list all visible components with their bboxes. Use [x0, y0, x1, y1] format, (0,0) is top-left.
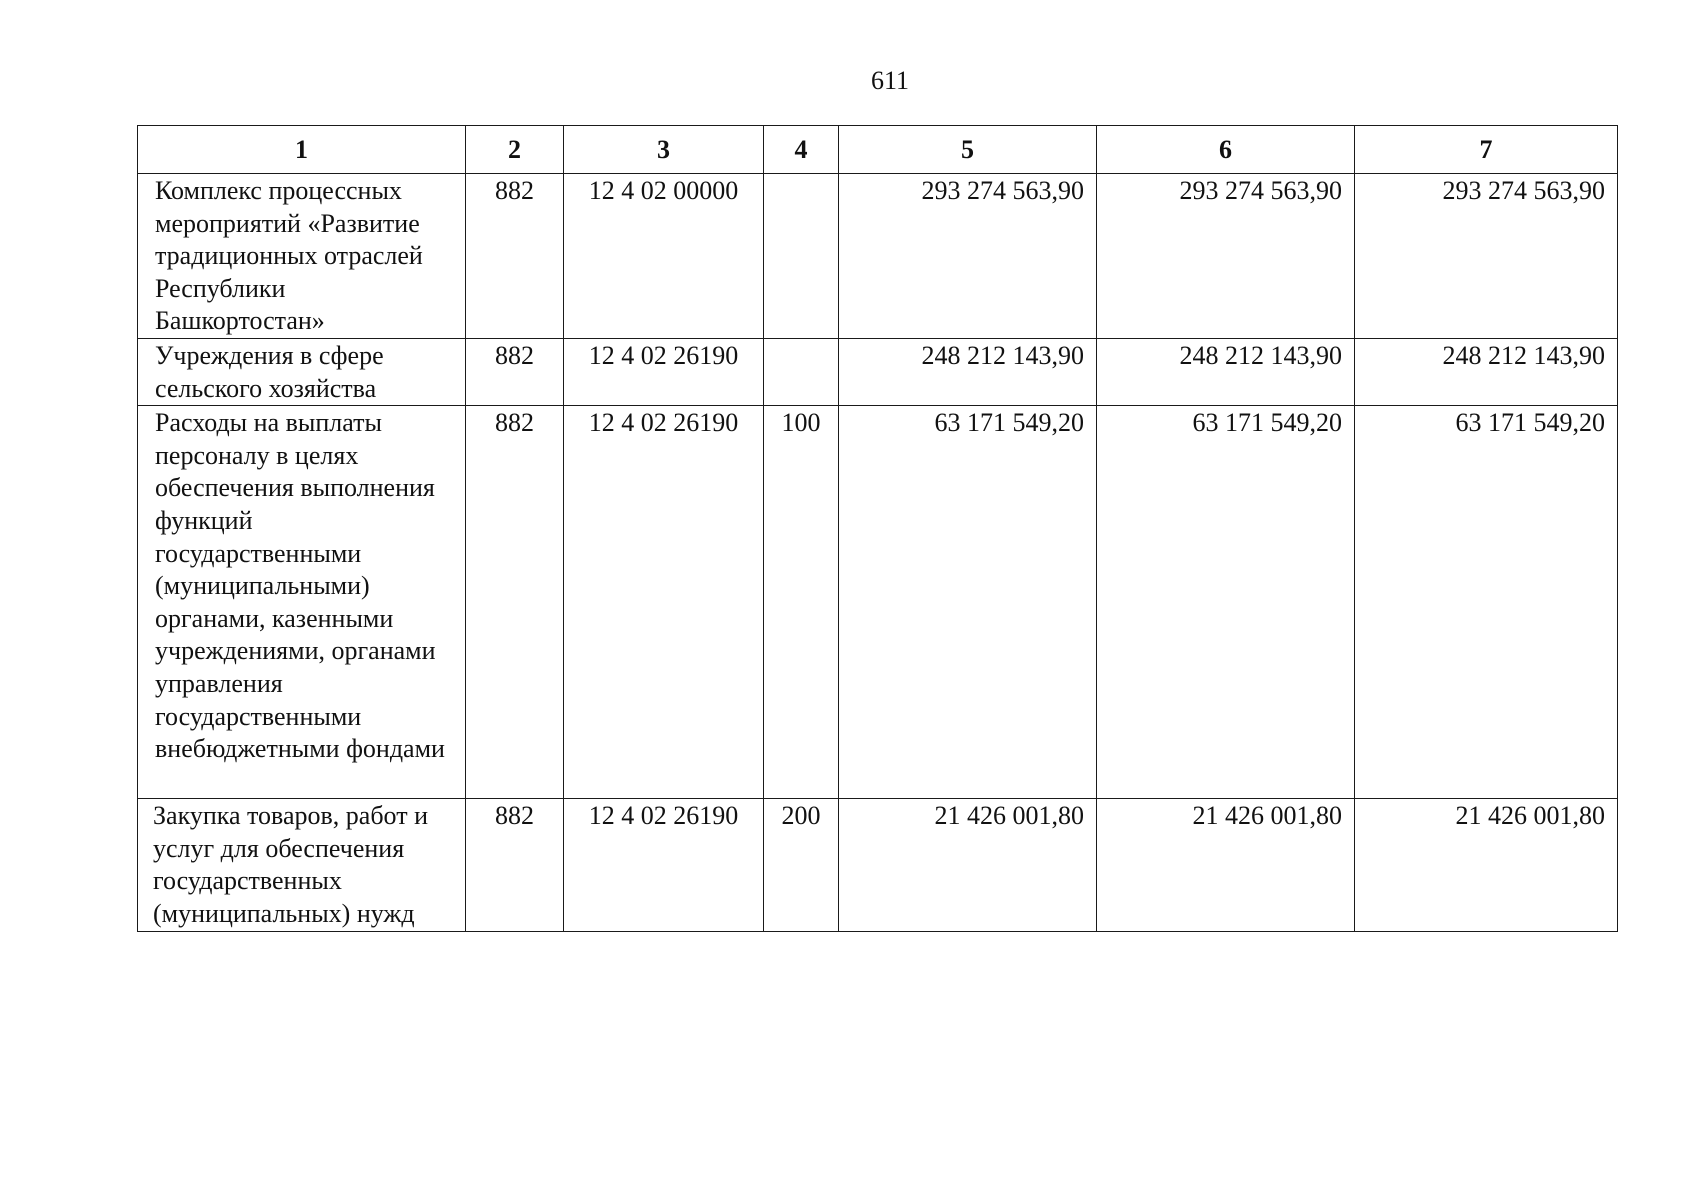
table-row [138, 406, 1618, 799]
row-col7: 63 171 549,20 [1355, 406, 1618, 799]
table-row [138, 174, 1618, 339]
row-col2: 882 [466, 174, 564, 339]
row-name: Закупка товаров, работ и услуг для обеспечения государственных (муниципальных) нужд [138, 799, 466, 931]
row-col3: 12 4 02 00000 [564, 174, 764, 339]
row-col7: 21 426 001,80 [1355, 799, 1618, 931]
row-col2: 882 [466, 799, 564, 931]
table-row [138, 799, 1618, 931]
row-col3: 12 4 02 26190 [564, 799, 764, 931]
header-col-1: 1 [138, 126, 466, 174]
row-col7: 293 274 563,90 [1355, 174, 1618, 339]
row-col2: 882 [466, 406, 564, 799]
row-col5: 293 274 563,90 [839, 174, 1097, 339]
header-row [138, 126, 1618, 174]
row-col5: 63 171 549,20 [839, 406, 1097, 799]
header-col-6: 6 [1097, 126, 1355, 174]
row-col7: 248 212 143,90 [1355, 338, 1618, 405]
row-col2: 882 [466, 338, 564, 405]
header-col-5: 5 [839, 126, 1097, 174]
row-col4: 100 [764, 406, 839, 799]
budget-table [137, 125, 1618, 932]
row-name: Учреждения в сфере сельского хозяйства [138, 338, 466, 405]
header-col-7: 7 [1355, 126, 1618, 174]
row-col3: 12 4 02 26190 [564, 338, 764, 405]
row-col5: 21 426 001,80 [839, 799, 1097, 931]
header-col-4: 4 [764, 126, 839, 174]
row-col6: 293 274 563,90 [1097, 174, 1355, 339]
row-col3: 12 4 02 26190 [564, 406, 764, 799]
row-col6: 21 426 001,80 [1097, 799, 1355, 931]
row-col6: 248 212 143,90 [1097, 338, 1355, 405]
row-col6: 63 171 549,20 [1097, 406, 1355, 799]
table-row [138, 338, 1618, 405]
header-col-3: 3 [564, 126, 764, 174]
header-col-2: 2 [466, 126, 564, 174]
row-name: Расходы на выплаты персоналу в целях обеспечения выполнения функций государственными (муниципальными) органами, казенными учреждениями, органами управления государственными внебюджетными фондами [138, 406, 466, 799]
row-col4: 200 [764, 799, 839, 931]
row-col4 [764, 174, 839, 339]
row-name: Комплекс процессных мероприятий «Развитие традиционных отраслей Республики Башкортостан» [138, 174, 466, 339]
row-col5: 248 212 143,90 [839, 338, 1097, 405]
row-col4 [764, 338, 839, 405]
page-number: 611 [870, 66, 910, 95]
